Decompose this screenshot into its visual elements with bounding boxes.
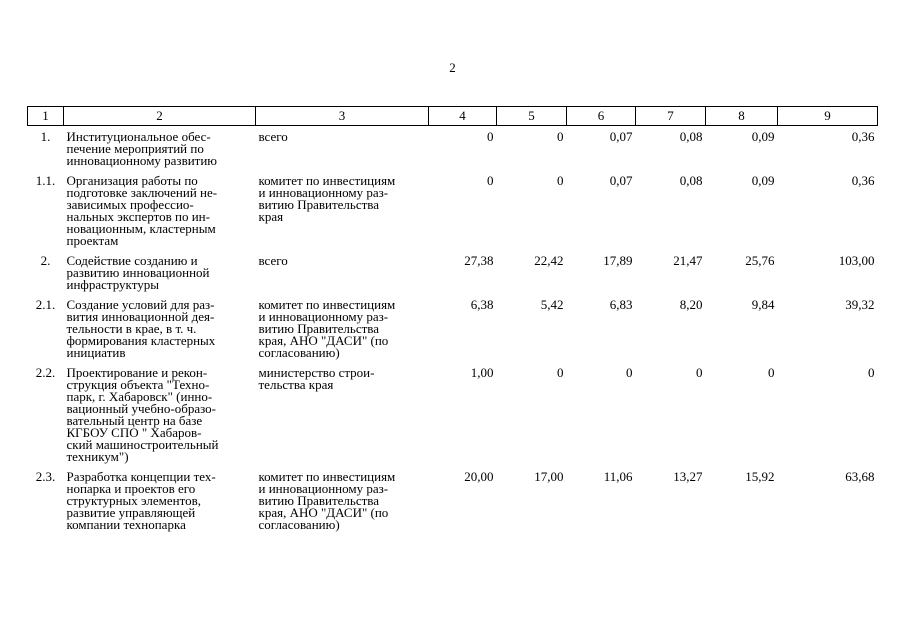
item-number: 2.3. (35, 469, 56, 484)
executor: комитет по инвестициям и инновационному раз- витию Правительства края, АНО "ДАСИ" (по согласованию) (258, 297, 396, 360)
header-col-7: 7 (636, 107, 706, 126)
value-col-7: 0,08 (679, 129, 703, 144)
table-row (28, 126, 878, 171)
value-col-9: 0,36 (851, 173, 875, 188)
value-col-4: 0 (487, 173, 494, 188)
value-col-9: 0,36 (851, 129, 875, 144)
value-col-5: 5,42 (540, 297, 564, 312)
value-col-7: 21,47 (673, 253, 703, 268)
executor: всего (258, 253, 288, 268)
value-col-9: 63,68 (845, 469, 875, 484)
header-col-8: 8 (706, 107, 778, 126)
value-col-7: 13,27 (673, 469, 703, 484)
value-col-7: 0,08 (679, 173, 703, 188)
value-col-9: 0 (868, 365, 875, 380)
page-number: 2 (449, 60, 456, 75)
program-table (27, 106, 878, 534)
header-col-1: 1 (28, 107, 64, 126)
item-number: 2. (40, 253, 51, 268)
value-col-4: 0 (487, 129, 494, 144)
activity-name: Проектирование и рекон- струкция объекта "Техно- парк, г. Хабаровск" (инно- вационный учебно-образо- вательный центр на базе КГБОУ СПО " Хабаров- ский машиностроительный техникум") (66, 365, 219, 464)
executor: министерство строи- тельства края (258, 365, 375, 392)
header-row (28, 107, 878, 126)
table-row (28, 294, 878, 362)
value-col-6: 17,89 (603, 253, 633, 268)
table-row (28, 250, 878, 294)
header-col-3: 3 (256, 107, 429, 126)
item-number: 1.1. (35, 173, 56, 188)
header-col-5: 5 (497, 107, 567, 126)
activity-name: Разработка концепции тех- нопарка и проектов его структурных элементов, развитие управляющей компании технопарка (66, 469, 216, 532)
header-col-9: 9 (778, 107, 878, 126)
item-number: 2.2. (35, 365, 56, 380)
value-col-5: 17,00 (534, 469, 564, 484)
value-col-4: 6,38 (470, 297, 494, 312)
value-col-5: 22,42 (534, 253, 564, 268)
value-col-9: 103,00 (838, 253, 875, 268)
activity-name: Институциональное обес- печение мероприятий по инновационному развитию (66, 129, 218, 168)
value-col-5: 0 (557, 129, 564, 144)
activity-name: Организация работы по подготовке заключений не- зависимых профессио- нальных экспертов по ин- новационным, кластерным проектам (66, 173, 218, 248)
header-col-2: 2 (64, 107, 256, 126)
table-body (28, 126, 878, 535)
value-col-6: 0 (626, 365, 633, 380)
executor: всего (258, 129, 288, 144)
value-col-6: 0,07 (609, 129, 633, 144)
value-col-4: 20,00 (464, 469, 494, 484)
value-col-4: 27,38 (464, 253, 494, 268)
table-row (28, 466, 878, 534)
executor: комитет по инвестициям и инновационному раз- витию Правительства края (258, 173, 396, 224)
value-col-5: 0 (557, 365, 564, 380)
executor: комитет по инвестициям и инновационному раз- витию Правительства края, АНО "ДАСИ" (по согласованию) (258, 469, 396, 532)
item-number: 2.1. (35, 297, 56, 312)
header-col-4: 4 (429, 107, 497, 126)
value-col-9: 39,32 (845, 297, 875, 312)
activity-name: Содействие созданию и развитию инновационной инфраструктуры (66, 253, 210, 292)
value-col-5: 0 (557, 173, 564, 188)
table-row (28, 362, 878, 466)
value-col-8: 9,84 (751, 297, 775, 312)
item-number: 1. (40, 129, 51, 144)
value-col-6: 6,83 (609, 297, 633, 312)
activity-name: Создание условий для раз- вития инновационной дея- тельности в крае, в т. ч. формирования кластерных инициатив (66, 297, 216, 360)
value-col-8: 0 (768, 365, 775, 380)
value-col-8: 15,92 (745, 469, 775, 484)
value-col-8: 0,09 (751, 129, 775, 144)
value-col-6: 11,06 (603, 469, 633, 484)
table-row (28, 170, 878, 250)
value-col-7: 0 (696, 365, 703, 380)
value-col-8: 0,09 (751, 173, 775, 188)
value-col-6: 0,07 (609, 173, 633, 188)
value-col-7: 8,20 (679, 297, 703, 312)
value-col-8: 25,76 (745, 253, 775, 268)
value-col-4: 1,00 (470, 365, 494, 380)
header-col-6: 6 (567, 107, 636, 126)
